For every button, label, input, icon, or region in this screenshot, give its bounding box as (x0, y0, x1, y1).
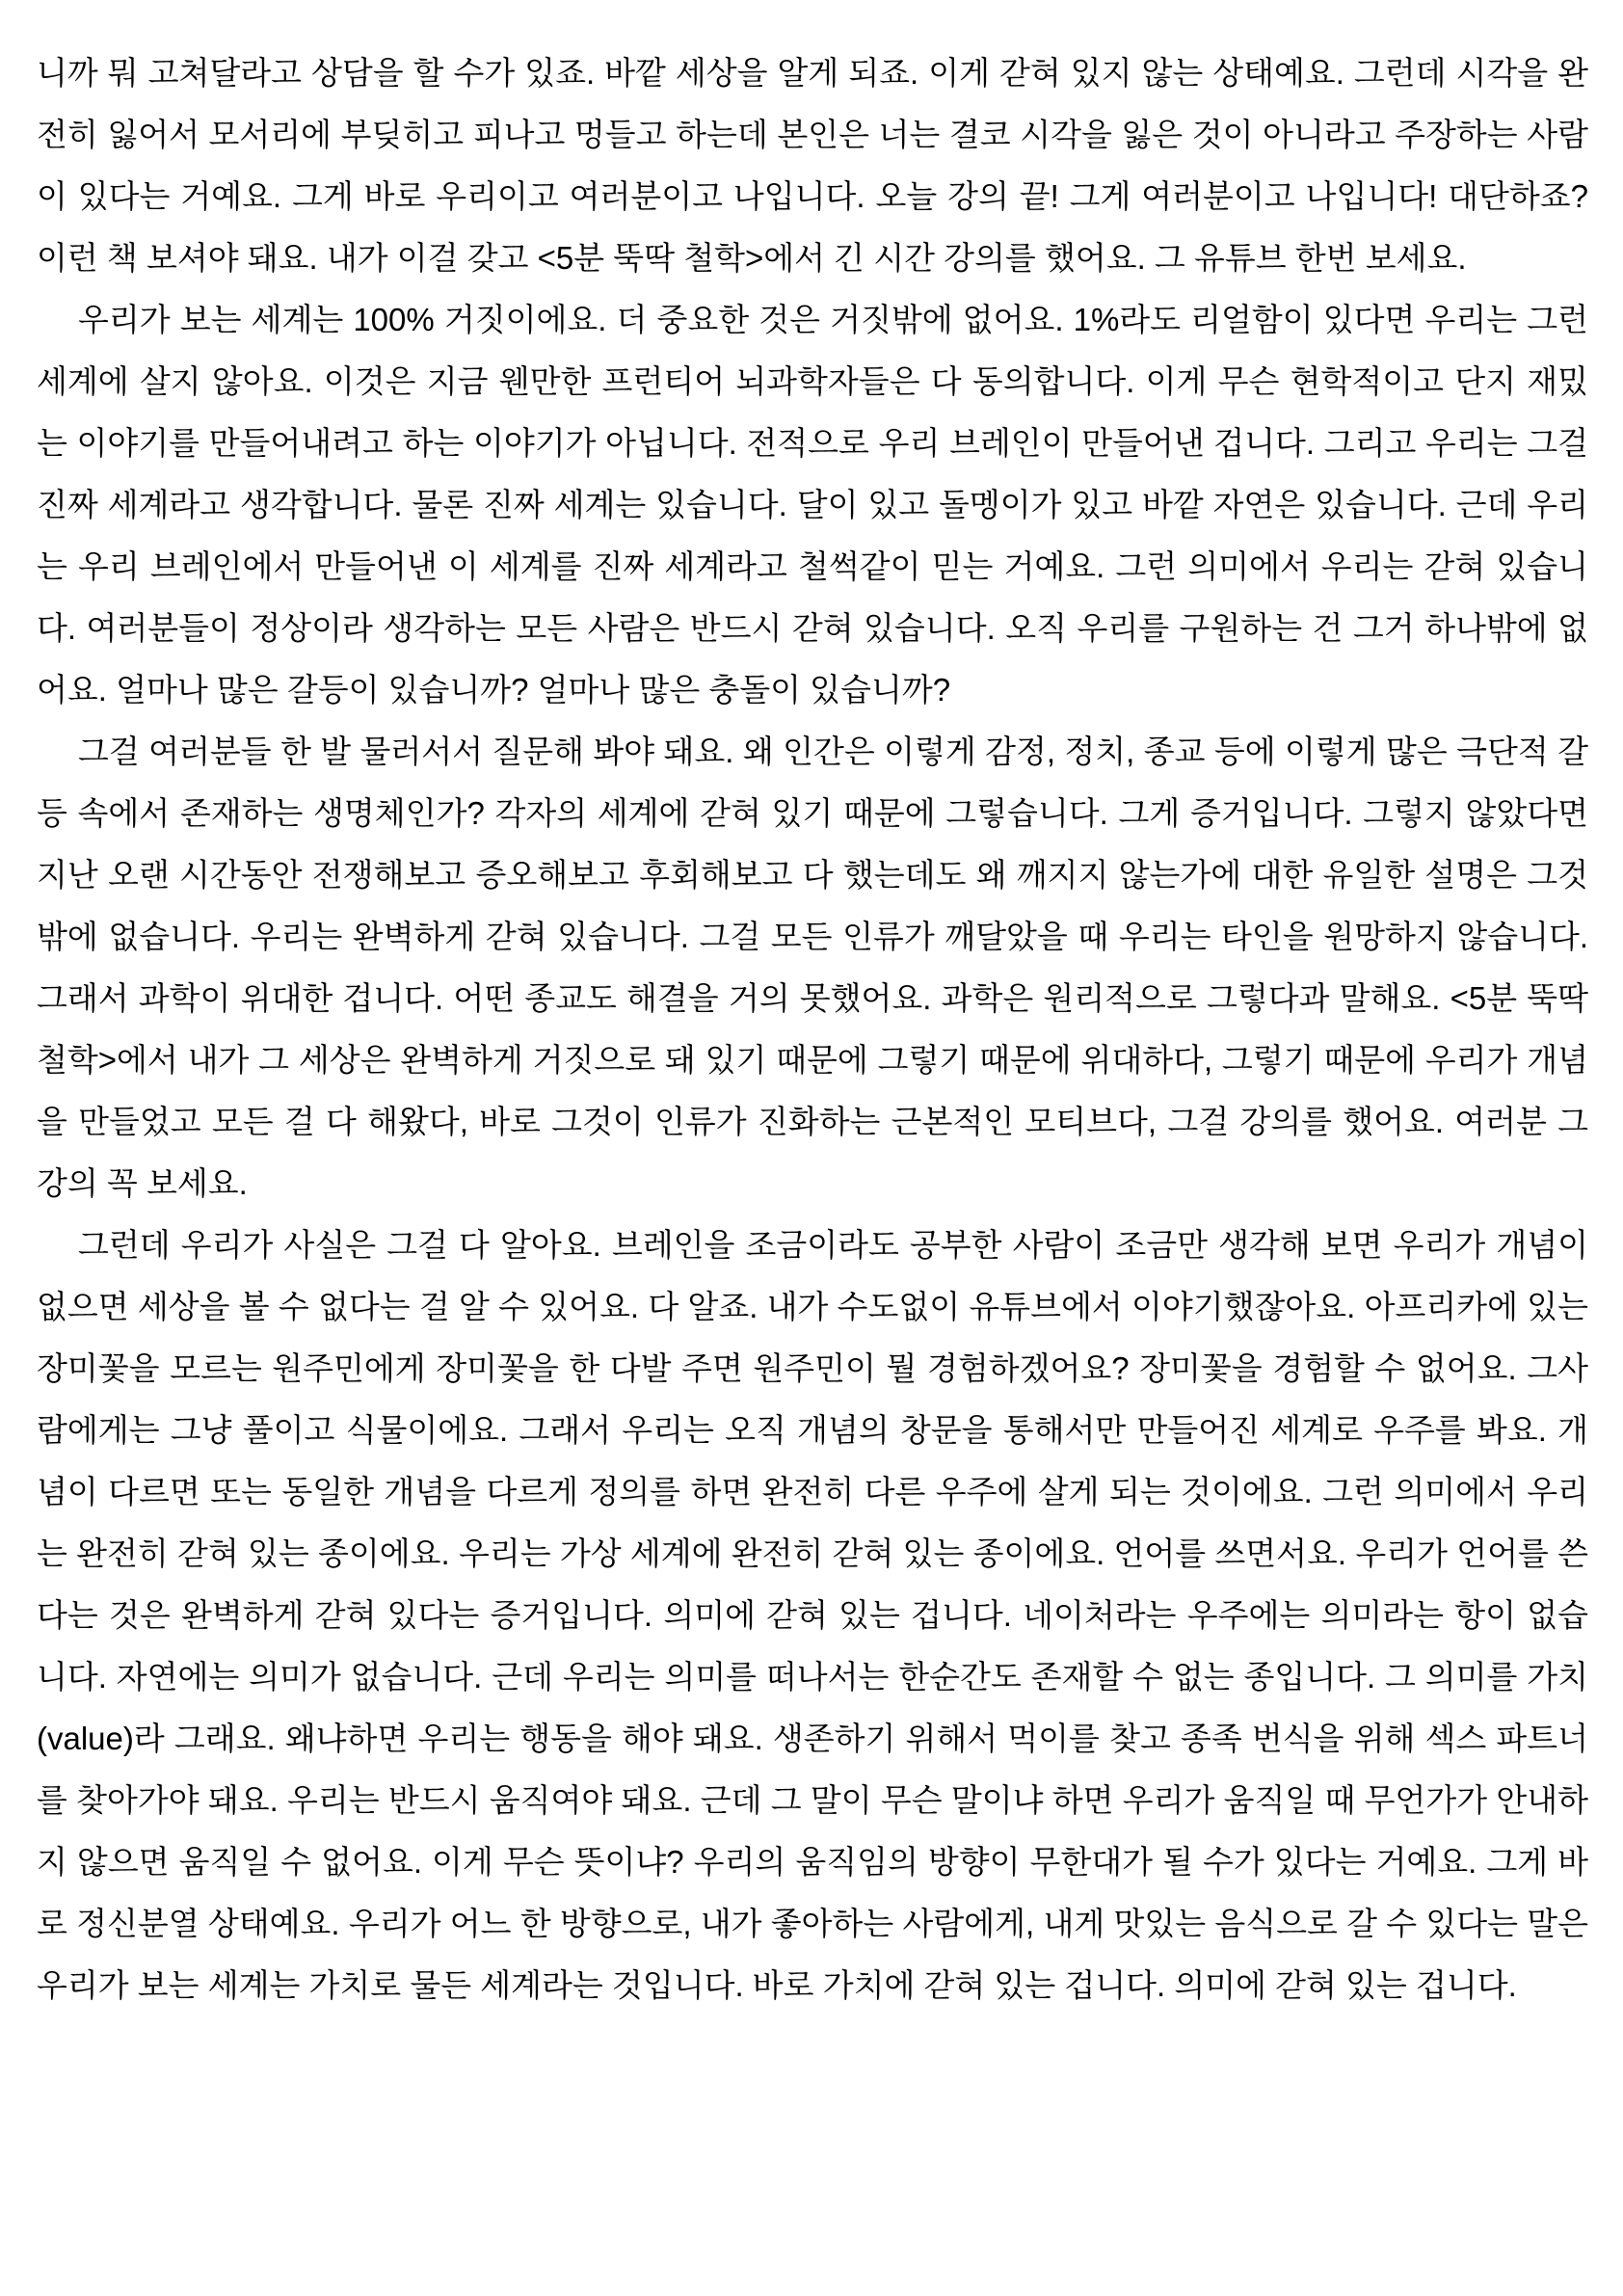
paragraph-1: 니까 뭐 고쳐달라고 상담을 할 수가 있죠. 바깥 세상을 알게 되죠. 이게 갇혀 있지 않는 상태예요. 그런데 시각을 완전히 잃어서 모서리에 부딪히고 피나고 멍들고 하는데 본인은 너는 결코 시각을 잃은 것이 아니라고 주장하는 사람이 있다는 거예요. 그게 바로 우리이고 여러분이고 나입니다. 오늘 강의 끝! 그게 여러분이고 나입니다! 대단하죠? 이런 책 보셔야 돼요. 내가 이걸 갖고 <5분 뚝딱 철학>에서 긴 시간 강의를 했어요. 그 유튜브 한번 보세요. (37, 55, 1588, 276)
paragraph-4: 그런데 우리가 사실은 그걸 다 알아요. 브레인을 조금이라도 공부한 사람이 조금만 생각해 보면 우리가 개념이 없으면 세상을 볼 수 없다는 걸 알 수 있어요. 다 알죠. 내가 수도없이 유튜브에서 이야기했잖아요. 아프리카에 있는 장미꽃을 모르는 원주민에게 장미꽃을 한 다발 주면 원주민이 뭘 경험하겠어요? 장미꽃을 경험할 수 없어요. 그사람에게는 그냥 풀이고 식물이에요. 그래서 우리는 오직 개념의 창문을 통해서만 만들어진 세계로 우주를 봐요. 개념이 다르면 또는 동일한 개념을 다르게 정의를 하면 완전히 다른 우주에 살게 되는 것이에요. 그런 의미에서 우리는 완전히 갇혀 있는 종이에요. 우리는 가상 세계에 완전히 갇혀 있는 종이에요. 언어를 쓰면서요. 우리가 언어를 쓴다는 것은 완벽하게 갇혀 있다는 증거입니다. 의미에 갇혀 있는 겁니다. 네이처라는 우주에는 의미라는 항이 없습니다. 자연에는 의미가 없습니다. 근데 우리는 의미를 떠나서는 한순간도 존재할 수 없는 종입니다. 그 의미를 가치(value)라 그래요. 왜냐하면 우리는 행동을 해야 돼요. 생존하기 위해서 먹이를 찾고 종족 번식을 위해 섹스 파트너를 찾아가야 돼요. 우리는 반드시 움직여야 돼요. 근데 그 말이 무슨 말이냐 하면 우리가 움직일 때 무언가가 안내하지 않으면 움직일 수 없어요. 이게 무슨 뜻이냐? 우리의 움직임의 방향이 무한대가 될 수가 있다는 거예요. 그게 바로 정신분열 상태예요. 우리가 어느 한 방향으로, 내가 좋아하는 사람에게, 내게 맛있는 음식으로 갈 수 있다는 말은 우리가 보는 세계는 가치로 물든 세계라는 것입니다. 바로 가치에 갇혀 있는 겁니다. 의미에 갇혀 있는 겁니다. (37, 1227, 1588, 2003)
paragraph-2: 우리가 보는 세계는 100% 거짓이에요. 더 중요한 것은 거짓밖에 없어요. 1%라도 리얼함이 있다면 우리는 그런 세계에 살지 않아요. 이것은 지금 웬만한 프런티어 뇌과학자들은 다 동의합니다. 이게 무슨 현학적이고 단지 재밌는 이야기를 만들어내려고 하는 이야기가 아닙니다. 전적으로 우리 브레인이 만들어낸 겁니다. 그리고 우리는 그걸 진짜 세계라고 생각합니다. 물론 진짜 세계는 있습니다. 달이 있고 돌멩이가 있고 바깥 자연은 있습니다. 근데 우리는 우리 브레인에서 만들어낸 이 세계를 진짜 세계라고 철썩같이 믿는 거예요. 그런 의미에서 우리는 갇혀 있습니다. 여러분들이 정상이라 생각하는 모든 사람은 반드시 갇혀 있습니다. 오직 우리를 구원하는 건 그거 하나밖에 없어요. 얼마나 많은 갈등이 있습니까? 얼마나 많은 충돌이 있습니까? (37, 302, 1588, 707)
paragraph-3: 그걸 여러분들 한 발 물러서서 질문해 봐야 돼요. 왜 인간은 이렇게 감정, 정치, 종교 등에 이렇게 많은 극단적 갈등 속에서 존재하는 생명체인가? 각자의 세계에 갇혀 있기 때문에 그렇습니다. 그게 증거입니다. 그렇지 않았다면 지난 오랜 시간동안 전쟁해보고 증오해보고 후회해보고 다 했는데도 왜 깨지지 않는가에 대한 유일한 설명은 그것밖에 없습니다. 우리는 완벽하게 갇혀 있습니다. 그걸 모든 인류가 깨달았을 때 우리는 타인을 원망하지 않습니다. 그래서 과학이 위대한 겁니다. 어떤 종교도 해결을 거의 못했어요. 과학은 원리적으로 그렇다과 말해요. <5분 뚝딱 철학>에서 내가 그 세상은 완벽하게 거짓으로 돼 있기 때문에 그렇기 때문에 위대하다, 그렇기 때문에 우리가 개념을 만들었고 모든 걸 다 해왔다, 바로 그것이 인류가 진화하는 근본적인 모티브다, 그걸 강의를 했어요. 여러분 그 강의 꼭 보세요. (37, 734, 1588, 1201)
